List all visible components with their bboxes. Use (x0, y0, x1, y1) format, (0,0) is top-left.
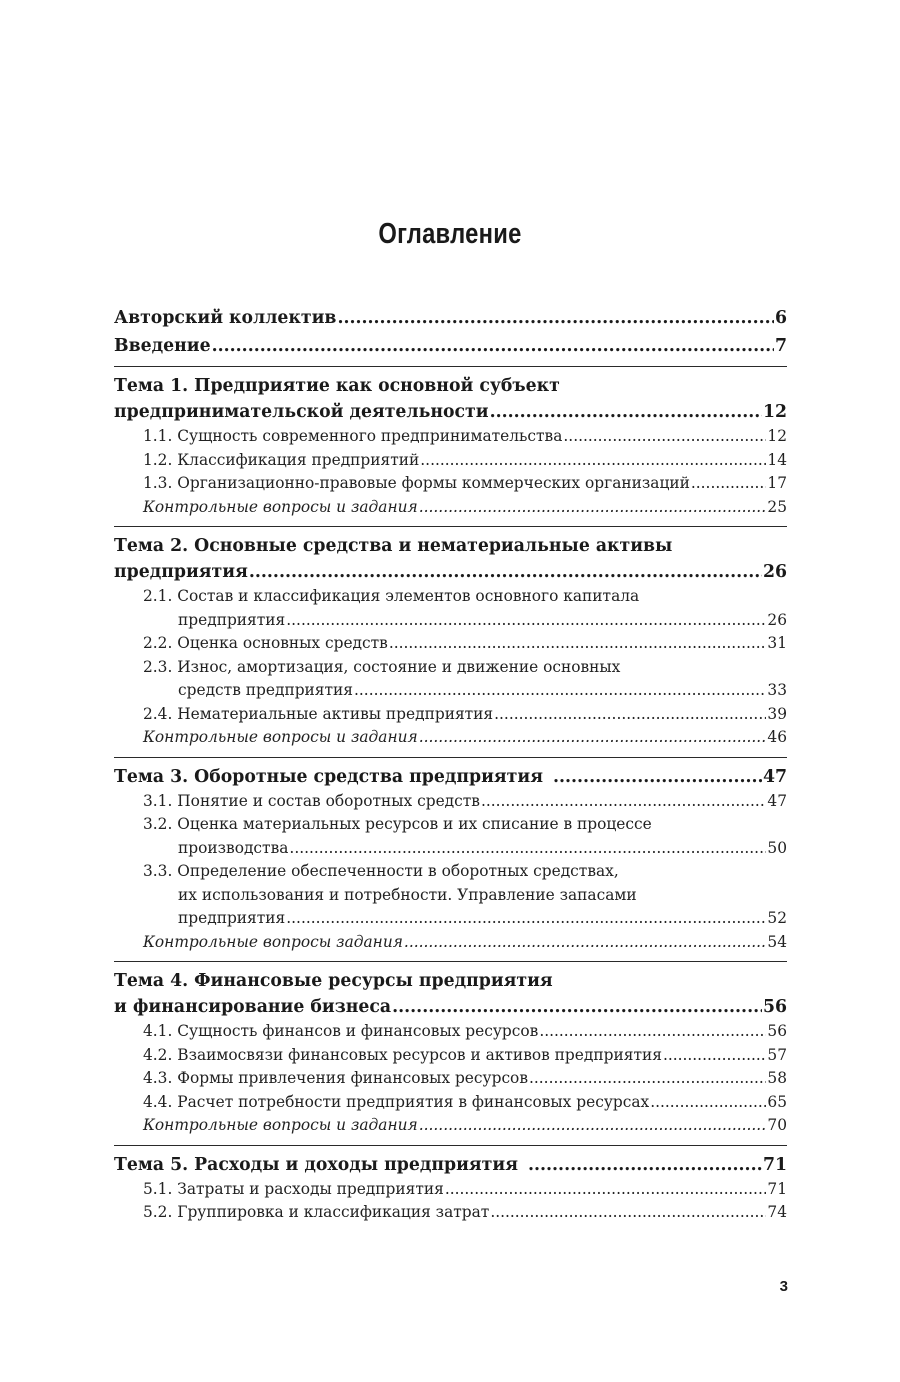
dot-leader (212, 333, 774, 359)
toc-subentry-line: 3.3. Определение обеспеченности в оборотных средствах, (143, 862, 619, 880)
toc-entry-topic-1[interactable] (114, 399, 787, 425)
dot-leader (490, 1201, 766, 1225)
toc-subentry-line: их использования и потребности. Управление запасами (178, 885, 637, 904)
toc-entry-label: Контрольные вопросы и задания (143, 728, 418, 746)
toc-page-number: 39 (767, 704, 787, 723)
toc-subentry[interactable] (114, 1020, 787, 1044)
toc-topic-heading-line: Тема 1. Предприятие как основной субъект (114, 376, 560, 396)
page-title: Оглавление (378, 218, 522, 250)
toc-page-number: 56 (762, 997, 787, 1017)
dot-leader (249, 559, 762, 585)
dot-leader (392, 994, 762, 1020)
toc-page-number: 71 (762, 1154, 787, 1175)
toc-page-number: 56 (767, 1022, 787, 1040)
toc-entry-label: предприятия (178, 909, 286, 927)
toc-subentry-questions[interactable] (114, 1114, 787, 1138)
toc-subentry[interactable] (114, 837, 787, 861)
toc-page-number: 50 (767, 838, 787, 857)
toc-page-number: 31 (767, 634, 787, 652)
toc-subentry[interactable] (114, 1067, 787, 1091)
toc-entry-label: 1.1. Сущность современного предпринимательства (143, 427, 563, 445)
toc-entry-label: предпринимательской деятельности (114, 402, 489, 422)
page-number: 3 (779, 1278, 788, 1295)
toc-entry-label: 1.3. Организационно-правовые формы коммерческих организаций (143, 474, 690, 492)
toc-entry-topic-5[interactable] (114, 1152, 787, 1178)
toc-entry-label: предприятия (114, 562, 248, 582)
toc-entry-label: Тема 3. Оборотные средства предприятия (114, 766, 543, 787)
dot-leader (354, 679, 766, 703)
toc-subentry[interactable] (114, 1201, 787, 1225)
toc-page-number: 25 (767, 497, 787, 516)
toc-subentry[interactable] (114, 1091, 787, 1115)
toc-entry-label: Введение (114, 336, 211, 356)
toc-topic-3 (114, 757, 787, 962)
table-of-contents (114, 305, 787, 1225)
toc-entry-label: 5.2. Группировка и классификация затрат (143, 1203, 490, 1221)
toc-page-number: 74 (767, 1203, 787, 1221)
toc-topic-2 (114, 526, 787, 757)
toc-page-number: 26 (767, 610, 787, 629)
toc-subentry[interactable] (114, 703, 787, 727)
toc-entry-topic-3[interactable] (114, 764, 787, 790)
toc-entry-label: 2.2. Оценка основных средств (143, 634, 388, 652)
toc-entry-label: 2.4. Нематериальные активы предприятия (143, 704, 494, 723)
dot-leader (663, 1044, 766, 1068)
toc-subentry[interactable] (114, 1178, 787, 1202)
toc-entry-label: 4.3. Формы привлечения финансовых ресурсов (143, 1069, 528, 1087)
toc-entry-label: Контрольные вопросы и задания (143, 497, 418, 516)
toc-page-number: 65 (767, 1092, 787, 1111)
toc-front-matter (114, 305, 787, 366)
dot-leader (337, 305, 774, 331)
dot-leader (539, 1020, 766, 1044)
dot-leader (563, 425, 766, 449)
toc-subentry-questions[interactable] (114, 496, 787, 520)
toc-page-number: 12 (762, 402, 787, 422)
toc-subentry[interactable] (114, 609, 787, 633)
toc-entry-label: средств предприятия (178, 681, 354, 699)
toc-page-number: 47 (767, 791, 787, 810)
toc-entry-label: Авторский коллектив (114, 308, 337, 328)
toc-entry-label: 4.2. Взаимосвязи финансовых ресурсов и активов предприятия (143, 1045, 662, 1064)
dot-leader (420, 449, 766, 473)
toc-subentry[interactable] (114, 449, 787, 473)
dot-leader (286, 907, 766, 931)
dot-leader (553, 764, 762, 790)
dot-leader (481, 790, 766, 814)
toc-page-number: 7 (774, 336, 787, 356)
dot-leader (528, 1152, 762, 1178)
dot-leader (529, 1067, 766, 1091)
toc-entry-label: производства (178, 838, 289, 857)
toc-entry-label: Тема 5. Расходы и доходы предприятия (114, 1154, 518, 1175)
toc-subentry[interactable] (114, 907, 787, 931)
toc-page-number: 6 (774, 308, 787, 328)
toc-page-number: 58 (767, 1069, 787, 1087)
toc-subentry-line: 3.2. Оценка материальных ресурсов и их списание в процессе (143, 815, 652, 833)
toc-entry-label: 5.1. Затраты и расходы предприятия (143, 1179, 444, 1198)
toc-topic-1 (114, 366, 787, 526)
dot-leader (419, 1114, 767, 1138)
toc-page-number: 54 (767, 932, 787, 951)
toc-subentry-questions[interactable] (114, 726, 787, 750)
dot-leader (691, 472, 767, 496)
toc-entry-label: предприятия (178, 610, 286, 629)
toc-subentry[interactable] (114, 1044, 787, 1068)
toc-entry-authors[interactable] (114, 305, 787, 331)
toc-subentry[interactable] (114, 632, 787, 656)
toc-subentry[interactable] (114, 425, 787, 449)
toc-page-number: 12 (767, 427, 787, 445)
toc-page-number: 71 (767, 1179, 787, 1198)
toc-entry-label: 4.1. Сущность финансов и финансовых ресурсов (143, 1022, 539, 1040)
dot-leader (490, 399, 762, 425)
toc-page-number: 52 (767, 909, 787, 927)
toc-page-number: 26 (762, 562, 787, 582)
toc-subentry[interactable] (114, 472, 787, 496)
dot-leader (286, 609, 766, 633)
toc-page-number: 57 (767, 1045, 787, 1064)
toc-entry-label: 3.1. Понятие и состав оборотных средств (143, 791, 480, 810)
toc-entry-label: и финансирование бизнеса (114, 997, 392, 1017)
toc-page-number: 14 (767, 450, 787, 469)
toc-page-number: 47 (762, 766, 787, 787)
toc-subentry[interactable] (114, 790, 787, 814)
toc-page-number: 70 (767, 1116, 787, 1134)
dot-leader (289, 837, 766, 861)
toc-entry-label: 4.4. Расчет потребности предприятия в финансовых ресурсах (143, 1092, 650, 1111)
dot-leader (445, 1178, 767, 1202)
toc-entry-topic-4[interactable] (114, 994, 787, 1020)
toc-page-number: 46 (767, 728, 787, 746)
toc-topic-5 (114, 1145, 787, 1225)
dot-leader (404, 931, 766, 955)
toc-entry-label: Контрольные вопросы задания (143, 932, 403, 951)
toc-topic-4 (114, 961, 787, 1145)
toc-page-number: 33 (767, 681, 787, 699)
toc-entry-label: 1.2. Классификация предприятий (143, 450, 420, 469)
toc-subentry-line: 2.1. Состав и классификация элементов основного капитала (143, 587, 640, 605)
dot-leader (419, 496, 767, 520)
toc-subentry-line: 2.3. Износ, амортизация, состояние и движение основных (143, 657, 621, 676)
toc-subentry[interactable] (114, 679, 787, 703)
toc-page-number: 17 (767, 474, 787, 492)
toc-entry-label: Контрольные вопросы и задания (143, 1116, 418, 1134)
toc-subentry-questions[interactable] (114, 931, 787, 955)
dot-leader (494, 703, 766, 727)
toc-topic-heading-line: Тема 4. Финансовые ресурсы предприятия (114, 971, 553, 991)
toc-entry-topic-2[interactable] (114, 559, 787, 585)
dot-leader (650, 1091, 766, 1115)
toc-entry-intro[interactable] (114, 333, 787, 359)
dot-leader (389, 632, 767, 656)
dot-leader (419, 726, 767, 750)
toc-topic-heading-line: Тема 2. Основные средства и нематериальные активы (114, 536, 673, 556)
